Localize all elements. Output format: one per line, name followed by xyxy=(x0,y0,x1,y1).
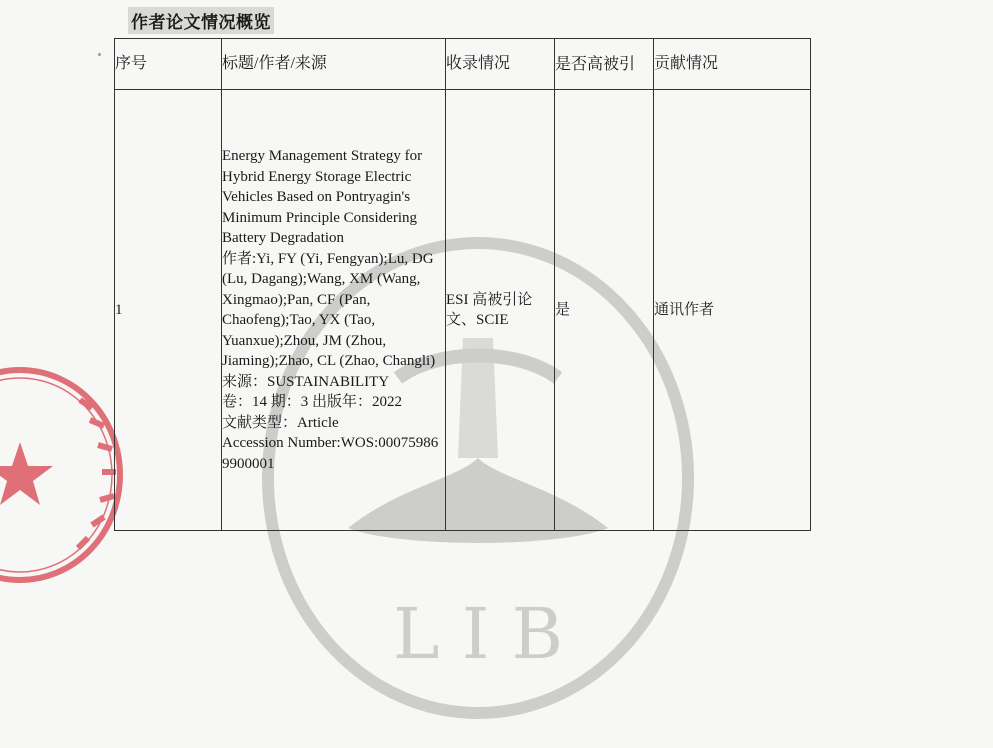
header-contribution: 贡献情况 xyxy=(654,39,811,90)
paper-doc-type: 文献类型：Article xyxy=(222,414,339,431)
library-stamp-label: L I B xyxy=(392,593,564,675)
paper-volume-issue-year: 卷：14 期：3 出版年：2022 xyxy=(222,394,403,410)
row-details xyxy=(222,90,446,531)
paper-source: 来源：SUSTAINABILITY xyxy=(222,373,390,390)
header-indexing: 收录情况 xyxy=(446,39,555,90)
row-highly-cited: 是 xyxy=(555,90,654,531)
header-title-author-source: 标题/作者/来源 xyxy=(222,39,446,90)
header-highly-cited: 是否高被引 xyxy=(555,39,654,90)
page-title: 作者论文情况概览 xyxy=(128,7,274,34)
table-header-row xyxy=(115,39,811,90)
paper-accession: Accession Number:WOS:000759869900001 xyxy=(222,435,439,472)
paper-title: Energy Management Strategy for Hybrid Energy Storage Electric Vehicles Based on Pontryagin's Minimum Principle Considering Battery Degradation xyxy=(222,148,423,246)
table-row xyxy=(115,90,811,531)
paper-authors: 作者:Yi, FY (Yi, Fengyan);Lu, DG (Lu, Dagang);Wang, XM (Wang, Xingmao);Pan, CF (Pan, Chaofeng);Tao, YX (Tao, Yuanxue);Zhou, JM (Zhou, Jiaming);Zhao, CL (Zhao, Changli) xyxy=(222,250,436,369)
row-index: 1 xyxy=(115,90,222,531)
header-index: 序号 xyxy=(115,39,222,90)
row-indexing: ESI 高被引论文、SCIE xyxy=(446,90,555,531)
scan-speck xyxy=(98,53,101,56)
row-contribution: 通讯作者 xyxy=(654,90,811,531)
papers-table xyxy=(114,38,811,531)
